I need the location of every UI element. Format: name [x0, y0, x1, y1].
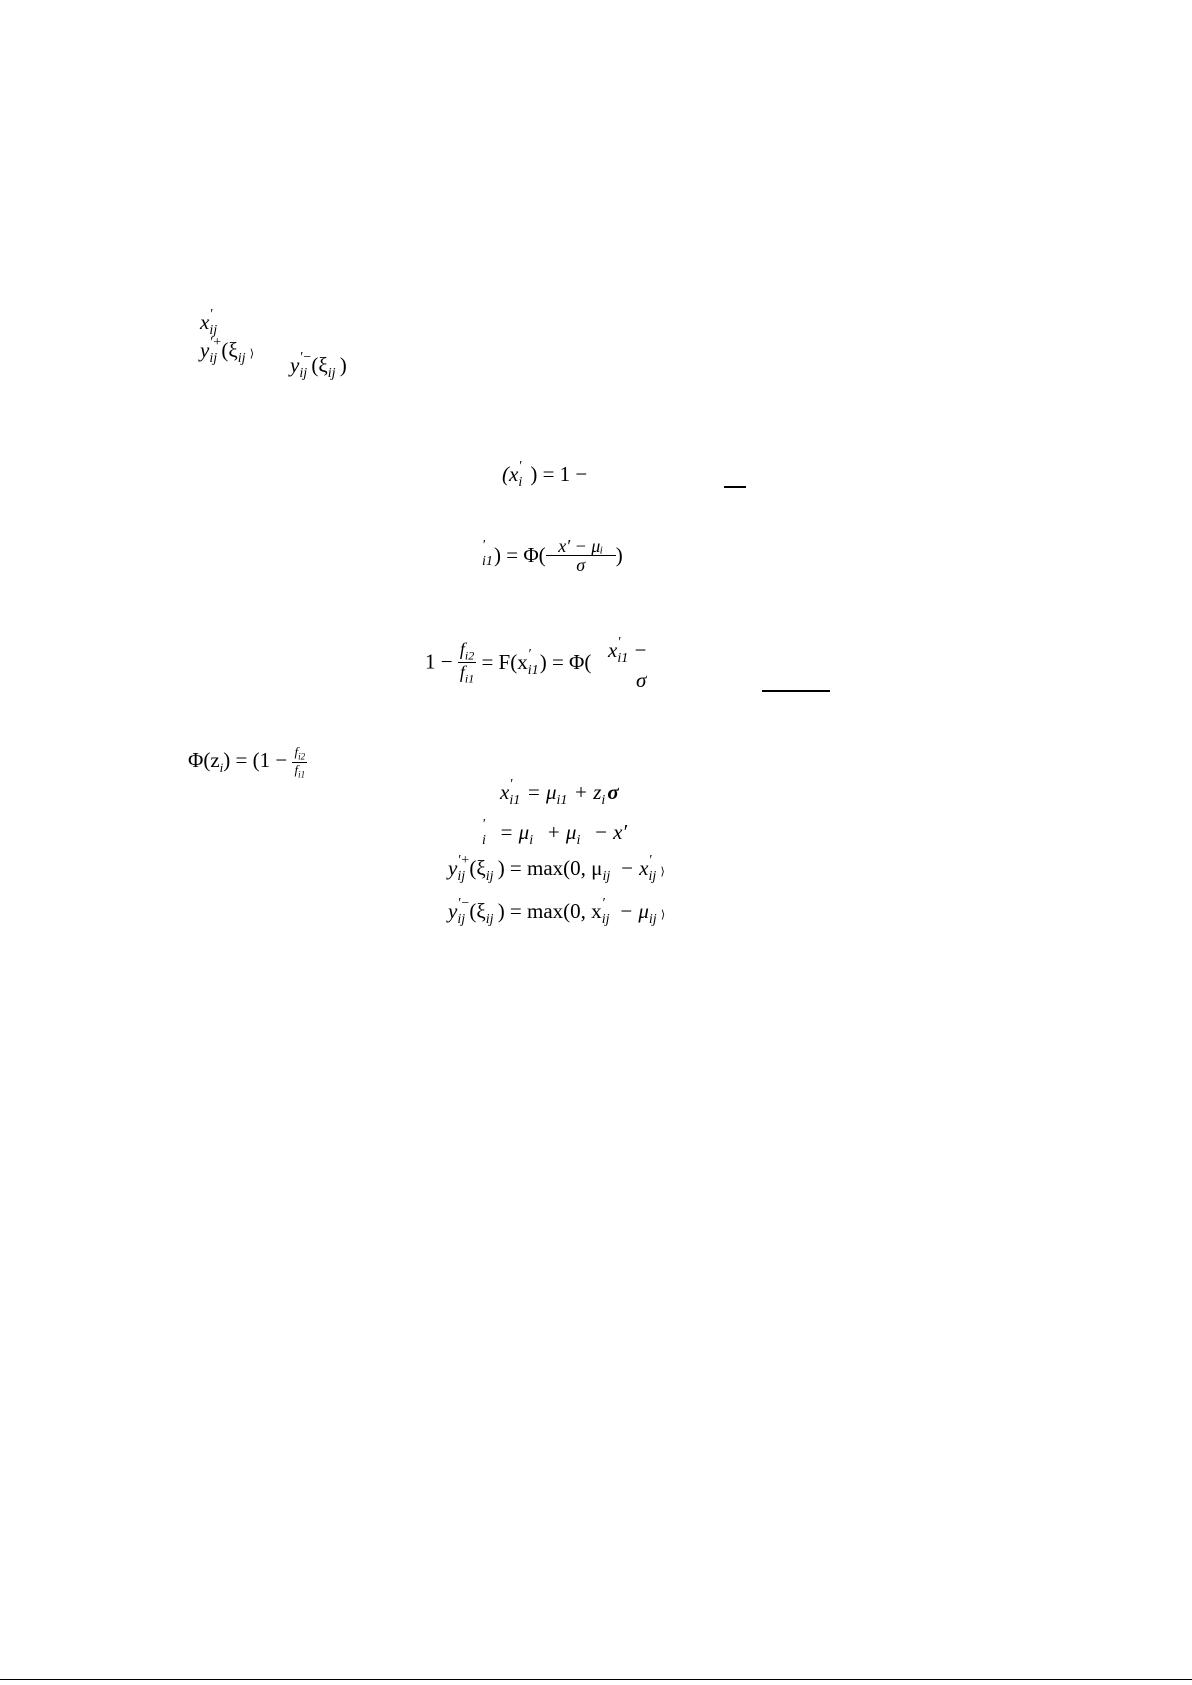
eq3-num: [458, 640, 476, 663]
equation-prime-i: [482, 817, 628, 848]
y-plus-eq-tail: − x: [614, 856, 649, 880]
phi-z-num-base: f: [294, 744, 299, 759]
phi-z-num: [292, 745, 307, 763]
phi-z-rest: ) = (1 −: [223, 748, 288, 772]
y-plus-eq-arg-supsub: [485, 865, 498, 884]
eq2-rest: ) = Φ(: [494, 543, 546, 567]
y-minus-eq-tail-supsub: [648, 908, 661, 927]
phi-z-den-sub: i1: [298, 769, 306, 780]
y-minus-eq-base: y: [448, 899, 458, 923]
eq2-sub: i1: [482, 554, 493, 570]
eq3-den-sub: i1: [464, 671, 475, 686]
y-minus-eq-supsub: [457, 896, 470, 927]
y-plus-eq-sub: ij: [457, 869, 466, 884]
fraction-rule-1: [724, 486, 746, 488]
eq3-tail-supsub: [617, 635, 629, 666]
x-i1-rest-supsub: [556, 789, 569, 808]
phi-z-den: [292, 763, 307, 780]
equation-phi-z: [188, 745, 307, 779]
phi-z-den-base: f: [294, 761, 299, 777]
phi-z-lhs-sub: i: [219, 760, 224, 776]
eq3-mid-sub: i1: [527, 662, 539, 678]
fraction-rule-3: [762, 690, 830, 692]
y-plus-eq-arg: (ξ: [469, 856, 486, 880]
y-minus-arg: (ξ: [311, 353, 328, 377]
y-plus-eq-rest: ) = max(0, μ: [497, 856, 603, 880]
x-i1-base: x: [500, 780, 510, 804]
y-plus-sub: ij: [209, 351, 218, 366]
y-plus-supsub: [209, 335, 222, 366]
prime-i-mid-sub: i: [576, 833, 581, 848]
y-minus-eq-end: ⟩: [660, 909, 666, 921]
eq3-num-base: f: [459, 639, 465, 659]
prime-i-rest: = μ: [494, 820, 530, 844]
y-minus-eq-rest: ) = max(0, x: [497, 899, 602, 923]
eq3-mid-supsub: [527, 646, 540, 678]
y-minus-eq-arg-sub: ij: [485, 912, 494, 927]
prime-i-rest-supsub: [529, 829, 541, 848]
equation-x-i1: [500, 777, 619, 808]
y-plus-arg: (ξ: [221, 338, 238, 362]
y-minus-tail: ): [339, 353, 347, 377]
x-i1-supsub: [509, 777, 521, 808]
eq1-open: (x: [502, 462, 519, 486]
equation-fragment-2: [482, 537, 623, 574]
x-sup: ′: [209, 307, 213, 322]
eq3-mid-rest: ) = Φ(: [539, 649, 592, 674]
eq3-tail-base: x: [608, 638, 618, 662]
phi-z-lhs-text: Φ(z: [188, 748, 220, 772]
prime-i-sup: ′: [482, 817, 486, 832]
y-plus-tail: ⟩: [249, 348, 254, 360]
y-minus-sub: ij: [299, 366, 308, 381]
y-minus-arg-sub: ij: [327, 366, 336, 381]
equation-fragment-1: [502, 459, 588, 490]
y-minus-eq-sup: ′−: [457, 896, 470, 911]
variable-x-prime-ij: [200, 307, 221, 338]
y-plus-eq-base: y: [448, 856, 458, 880]
equation-y-plus: [448, 853, 665, 884]
y-minus-eq-tail: − μ: [613, 899, 649, 923]
y-minus-sup: ′−: [299, 350, 312, 365]
y-plus-eq-tail-sub: ij: [648, 869, 657, 884]
x-supsub: [209, 307, 221, 338]
x-i1-sup: ′: [509, 777, 513, 792]
y-minus-eq-rest-sup: ′: [601, 896, 605, 911]
x-i1-sub: i1: [509, 793, 521, 808]
eq1-sup: ′: [518, 459, 522, 474]
y-plus-eq-tail-supsub: [648, 853, 660, 884]
y-minus-base: y: [290, 353, 300, 377]
y-plus-eq-arg-sub: ij: [485, 869, 494, 884]
y-minus-supsub: [299, 350, 312, 381]
y-minus-eq-rest-supsub: [601, 896, 614, 927]
variable-y-plus: [200, 335, 254, 366]
eq3-lhs: 1 −: [425, 649, 453, 674]
eq2-sup: ′: [482, 538, 486, 554]
x-base: x: [200, 310, 210, 334]
eq3-mid-text: = F(x: [481, 649, 528, 674]
y-minus-eq-tail-sub: ij: [648, 912, 657, 927]
x-i1-rest-sub: i1: [556, 793, 568, 808]
phi-z-fraction: [292, 745, 307, 779]
eq2-close: ): [615, 543, 623, 567]
y-minus-eq-rest-sub: ij: [601, 912, 610, 927]
variable-y-minus: [290, 350, 347, 381]
eq1-sub: i: [518, 475, 523, 490]
eq3-fraction: [458, 640, 476, 684]
equation-fragment-3-tail: [608, 635, 647, 666]
phi-z-num-sub: i2: [298, 751, 306, 762]
prime-i-sub: i: [482, 833, 486, 848]
eq3-mid: [481, 646, 592, 678]
x-i1-tail-sub: i: [601, 793, 606, 808]
y-minus-eq-arg-supsub: [485, 908, 498, 927]
y-minus-eq-arg: (ξ: [469, 899, 486, 923]
y-plus-sup: ′+: [209, 335, 222, 350]
eq1-supsub: [518, 459, 530, 490]
footer-rule: [0, 1679, 1192, 1680]
eq3-num-sub: i2: [464, 648, 475, 663]
eq3-mid-sup: ′: [527, 646, 531, 662]
y-plus-eq-sup: ′+: [457, 853, 470, 868]
eq2-denominator: σ: [576, 555, 586, 575]
equation-fragment-3-sigma: σ: [636, 668, 647, 692]
eq2-numerator: x′ − μᵢ: [546, 537, 616, 556]
eq3-den: [458, 663, 476, 685]
eq3-den-base: f: [459, 661, 465, 682]
x-sub: ij: [209, 323, 218, 338]
eq1-rest: ) = 1 −: [530, 462, 588, 486]
y-plus-eq-tail-sup: ′: [648, 853, 652, 868]
y-plus-eq-rest-supsub: [602, 865, 614, 884]
x-i1-tail-supsub: [601, 789, 607, 808]
x-i1-tail: + z: [568, 780, 602, 804]
prime-i-mid: + μ: [541, 820, 577, 844]
equation-fragment-3: [425, 640, 591, 684]
y-minus-eq-sub: ij: [457, 912, 466, 927]
x-i1-rest: = μ: [521, 780, 557, 804]
eq3-tail-sub: i1: [617, 651, 629, 666]
y-plus-eq-rest-sub: ij: [602, 869, 611, 884]
prime-i-tail: − x′: [588, 820, 628, 844]
phi-z-lhs: [188, 748, 288, 776]
y-plus-arg-sub: ij: [237, 351, 246, 366]
eq3-tail-sup: ′: [617, 635, 621, 650]
y-plus-eq-supsub: [457, 853, 470, 884]
equation-y-minus: [448, 896, 666, 927]
y-plus-arg-supsub: [237, 347, 250, 366]
y-plus-eq-end: ⟩: [660, 866, 665, 878]
prime-i-supsub: [482, 817, 494, 848]
y-minus-arg-supsub: [327, 362, 340, 381]
y-plus-base: y: [200, 338, 210, 362]
eq2-fraction: [546, 537, 616, 574]
prime-i-mid-supsub: [576, 829, 588, 848]
eq2-supsub: [482, 538, 494, 570]
prime-i-rest-sub: i: [529, 833, 534, 848]
eq3-tail-rest: −: [629, 638, 647, 662]
x-i1-sigma: σ: [607, 780, 619, 804]
